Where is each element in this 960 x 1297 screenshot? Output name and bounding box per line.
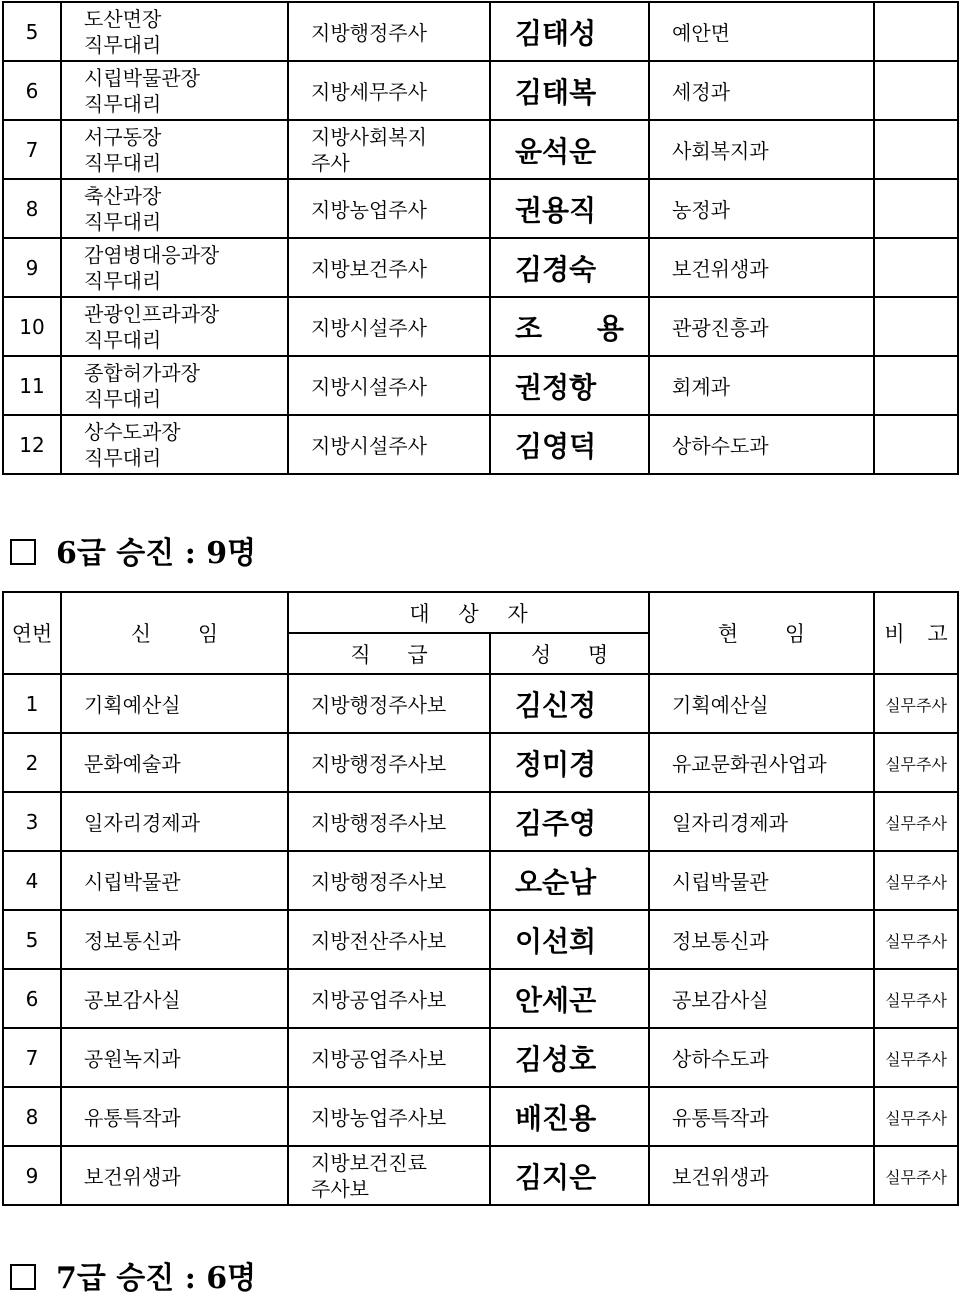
name-cell <box>490 792 649 851</box>
note-cell <box>874 910 958 969</box>
new-position-line: 직무대리 <box>84 445 162 470</box>
checkbox-square-icon <box>10 539 36 565</box>
new-position: 보건위생과 <box>84 1165 181 1189</box>
rank-cell <box>288 674 490 733</box>
new-position-line: 도산면장 <box>84 6 162 31</box>
current-position: 보건위생과 <box>672 257 769 281</box>
current-position-cell <box>649 120 874 179</box>
current-position-cell <box>649 1146 874 1205</box>
new-position: 공보감사실 <box>84 988 181 1012</box>
section-title: 7급 승진 : 6명 <box>56 1261 257 1296</box>
note-value: 실무주사 <box>885 1049 947 1069</box>
section-heading-6th-grade <box>10 528 256 572</box>
note-cell <box>874 1146 958 1205</box>
name-cell <box>490 1146 649 1205</box>
table-row <box>3 792 958 851</box>
current-position: 회계과 <box>672 375 730 399</box>
person-name: 안세곤 <box>515 983 597 1017</box>
note-value: 실무주사 <box>885 695 947 715</box>
new-position: 문화예술과 <box>84 752 181 776</box>
note-value: 실무주사 <box>885 872 947 892</box>
row-number-value: 8 <box>25 1104 39 1129</box>
note-cell <box>874 733 958 792</box>
rank-line: 지방공업주사보 <box>311 988 447 1012</box>
current-position: 시립박물관 <box>672 870 769 894</box>
row-number-value: 3 <box>25 809 39 834</box>
current-position-cell <box>649 238 874 297</box>
new-position: 유통특작과 <box>84 1106 181 1130</box>
current-position-cell <box>649 674 874 733</box>
rank-line: 지방전산주사보 <box>311 929 447 953</box>
table-row <box>3 733 958 792</box>
table-row <box>3 179 958 238</box>
note-cell <box>874 238 958 297</box>
table-body <box>3 2 958 474</box>
row-number <box>3 1028 61 1087</box>
rank-cell <box>288 238 490 297</box>
current-position: 예안면 <box>672 21 730 45</box>
rank-cell <box>288 61 490 120</box>
row-number-value: 1 <box>25 691 39 716</box>
new-position-line: 시립박물관장 <box>84 65 200 90</box>
new-position-line: 상수도과장 <box>84 419 181 444</box>
rank-cell <box>288 969 490 1028</box>
new-position-line: 직무대리 <box>84 386 162 411</box>
row-number-value: 12 <box>19 432 45 457</box>
header-no: 연번 <box>3 592 61 674</box>
note-cell <box>874 179 958 238</box>
person-name: 김주영 <box>515 806 597 840</box>
table-row <box>3 969 958 1028</box>
new-position-line: 직무대리 <box>84 150 162 175</box>
new-position-line: 감염병대응과장 <box>84 242 220 267</box>
row-number-value: 5 <box>25 19 39 44</box>
row-number-value: 7 <box>25 1045 39 1070</box>
row-number <box>3 61 61 120</box>
row-number <box>3 969 61 1028</box>
current-position-cell <box>649 910 874 969</box>
rank-line: 지방행정주사보 <box>311 870 447 894</box>
new-position-cell <box>61 415 288 474</box>
rank-line: 지방공업주사보 <box>311 1047 447 1071</box>
person-name: 오순남 <box>515 865 597 899</box>
name-cell <box>490 851 649 910</box>
current-position-cell <box>649 297 874 356</box>
row-number-value: 6 <box>25 986 39 1011</box>
new-position-cell <box>61 61 288 120</box>
note-cell <box>874 61 958 120</box>
note-cell <box>874 356 958 415</box>
new-position-line: 직무대리 <box>84 209 162 234</box>
new-position-line: 직무대리 <box>84 327 162 352</box>
promotion-table-6th-grade <box>2 591 959 1206</box>
row-number-value: 9 <box>25 1163 39 1188</box>
rank-line: 지방행정주사보 <box>311 811 447 835</box>
note-value: 실무주사 <box>885 1167 947 1187</box>
current-position-cell <box>649 851 874 910</box>
current-position: 상하수도과 <box>672 434 769 458</box>
person-name: 정미경 <box>515 747 597 781</box>
rank-cell <box>288 356 490 415</box>
header-current-position: 현 임 <box>649 592 874 674</box>
note-value: 실무주사 <box>885 1108 947 1128</box>
note-value: 실무주사 <box>885 754 947 774</box>
person-name: 김지은 <box>515 1160 597 1194</box>
name-cell <box>490 238 649 297</box>
current-position: 보건위생과 <box>672 1165 769 1189</box>
note-cell <box>874 2 958 61</box>
person-name: 김태성 <box>515 16 597 50</box>
row-number <box>3 179 61 238</box>
current-position-cell <box>649 733 874 792</box>
checkbox-square-icon <box>10 1264 36 1290</box>
name-cell <box>490 61 649 120</box>
row-number <box>3 792 61 851</box>
current-position: 사회복지과 <box>672 139 769 163</box>
rank-cell <box>288 1087 490 1146</box>
new-position: 정보통신과 <box>84 929 181 953</box>
new-position: 시립박물관 <box>84 870 181 894</box>
new-position-line: 관광인프라과장 <box>84 301 220 326</box>
row-number-value: 8 <box>25 196 39 221</box>
row-number-value: 2 <box>25 750 39 775</box>
rank-line: 지방보건주사 <box>311 257 427 281</box>
rank-line: 주사보 <box>311 1176 369 1201</box>
current-position: 기획예산실 <box>672 693 769 717</box>
section-title: 6급 승진 : 9명 <box>56 536 257 571</box>
new-position-line: 서구동장 <box>84 124 162 149</box>
rank-line: 지방보건진료 <box>311 1150 427 1175</box>
new-position-cell <box>61 2 288 61</box>
name-cell <box>490 969 649 1028</box>
rank-line: 지방시설주사 <box>311 375 427 399</box>
rank-line: 주사 <box>311 150 350 175</box>
rank-cell <box>288 2 490 61</box>
current-position-cell <box>649 969 874 1028</box>
note-cell <box>874 1028 958 1087</box>
table-row <box>3 1028 958 1087</box>
current-position-cell <box>649 2 874 61</box>
row-number-value: 4 <box>25 868 39 893</box>
note-cell <box>874 297 958 356</box>
person-name: 권용직 <box>515 193 597 227</box>
name-cell <box>490 1087 649 1146</box>
new-position: 일자리경제과 <box>84 811 200 835</box>
section-heading-7th-grade <box>10 1253 256 1297</box>
table-row <box>3 2 958 61</box>
person-name: 김영덕 <box>515 429 597 463</box>
rank-cell <box>288 297 490 356</box>
header-new-position: 신 임 <box>61 592 288 674</box>
name-cell <box>490 1028 649 1087</box>
rank-line: 지방시설주사 <box>311 316 427 340</box>
new-position-cell <box>61 910 288 969</box>
current-position-cell <box>649 415 874 474</box>
row-number <box>3 1087 61 1146</box>
note-value: 실무주사 <box>885 813 947 833</box>
new-position-line: 직무대리 <box>84 268 162 293</box>
table-row <box>3 61 958 120</box>
current-position: 일자리경제과 <box>672 811 788 835</box>
person-name: 권정항 <box>515 370 597 404</box>
row-number <box>3 674 61 733</box>
new-position-line: 축산과장 <box>84 183 162 208</box>
current-position: 농정과 <box>672 198 730 222</box>
row-number <box>3 733 61 792</box>
table-row <box>3 297 958 356</box>
note-cell <box>874 674 958 733</box>
note-value: 실무주사 <box>885 990 947 1010</box>
row-number <box>3 1146 61 1205</box>
row-number-value: 11 <box>19 373 45 398</box>
new-position-line: 종합허가과장 <box>84 360 200 385</box>
rank-line: 지방세무주사 <box>311 80 427 104</box>
name-cell <box>490 910 649 969</box>
rank-cell <box>288 415 490 474</box>
note-cell <box>874 851 958 910</box>
new-position-cell <box>61 969 288 1028</box>
rank-cell <box>288 1028 490 1087</box>
rank-cell <box>288 733 490 792</box>
person-name: 김태복 <box>515 75 597 109</box>
current-position-cell <box>649 792 874 851</box>
person-name: 김신정 <box>515 688 597 722</box>
row-number <box>3 851 61 910</box>
table-row <box>3 910 958 969</box>
table-row <box>3 120 958 179</box>
table-body <box>3 674 958 1205</box>
row-number <box>3 356 61 415</box>
new-position-cell <box>61 356 288 415</box>
table-row <box>3 1146 958 1205</box>
note-value: 실무주사 <box>885 931 947 951</box>
current-position-cell <box>649 1087 874 1146</box>
table-row <box>3 674 958 733</box>
current-position: 상하수도과 <box>672 1047 769 1071</box>
name-cell <box>490 733 649 792</box>
name-cell <box>490 120 649 179</box>
current-position: 정보통신과 <box>672 929 769 953</box>
header-name: 성 명 <box>490 633 649 674</box>
new-position-cell <box>61 1087 288 1146</box>
current-position: 유교문화권사업과 <box>672 752 827 776</box>
current-position: 공보감사실 <box>672 988 769 1012</box>
current-position-cell <box>649 356 874 415</box>
rank-line: 지방시설주사 <box>311 434 427 458</box>
new-position: 기획예산실 <box>84 693 181 717</box>
person-name: 김성호 <box>515 1042 597 1076</box>
header-target: 대 상 자 <box>288 592 649 633</box>
note-cell <box>874 969 958 1028</box>
row-number-value: 9 <box>25 255 39 280</box>
row-number-value: 7 <box>25 137 39 162</box>
header-note: 비 고 <box>874 592 958 674</box>
person-name: 윤석운 <box>515 134 597 168</box>
note-cell <box>874 1087 958 1146</box>
new-position-line: 직무대리 <box>84 32 162 57</box>
rank-cell <box>288 851 490 910</box>
rank-cell <box>288 1146 490 1205</box>
rank-line: 지방행정주사보 <box>311 693 447 717</box>
name-cell <box>490 2 649 61</box>
row-number <box>3 238 61 297</box>
note-cell <box>874 415 958 474</box>
row-number <box>3 910 61 969</box>
new-position-cell <box>61 1028 288 1087</box>
row-number-value: 6 <box>25 78 39 103</box>
new-position: 공원녹지과 <box>84 1047 181 1071</box>
rank-line: 지방농업주사보 <box>311 1106 447 1130</box>
promotion-table-5th-grade <box>2 1 959 475</box>
row-number <box>3 415 61 474</box>
note-cell <box>874 792 958 851</box>
rank-cell <box>288 910 490 969</box>
row-number <box>3 2 61 61</box>
current-position-cell <box>649 179 874 238</box>
row-number <box>3 120 61 179</box>
person-name: 김경숙 <box>515 252 597 286</box>
table-row <box>3 1087 958 1146</box>
current-position-cell <box>649 61 874 120</box>
rank-cell <box>288 179 490 238</box>
new-position-cell <box>61 1146 288 1205</box>
new-position-cell <box>61 851 288 910</box>
person-name: 이선희 <box>515 924 597 958</box>
row-number <box>3 297 61 356</box>
current-position: 관광진흥과 <box>672 316 769 340</box>
new-position-cell <box>61 733 288 792</box>
name-cell <box>490 674 649 733</box>
new-position-line: 직무대리 <box>84 91 162 116</box>
new-position-cell <box>61 792 288 851</box>
rank-line: 지방농업주사 <box>311 198 427 222</box>
table-row <box>3 415 958 474</box>
name-cell <box>490 356 649 415</box>
header-rank: 직 급 <box>288 633 490 674</box>
row-number-value: 5 <box>25 927 39 952</box>
new-position-cell <box>61 238 288 297</box>
rank-line: 지방행정주사보 <box>311 752 447 776</box>
new-position-cell <box>61 120 288 179</box>
name-cell <box>490 179 649 238</box>
rank-cell <box>288 792 490 851</box>
person-name: 조 용 <box>515 311 624 345</box>
name-cell <box>490 297 649 356</box>
rank-line: 지방행정주사 <box>311 21 427 45</box>
name-cell <box>490 415 649 474</box>
current-position: 유통특작과 <box>672 1106 769 1130</box>
current-position-cell <box>649 1028 874 1087</box>
person-name: 배진용 <box>515 1101 597 1135</box>
row-number-value: 10 <box>19 314 45 339</box>
new-position-cell <box>61 297 288 356</box>
table-row <box>3 238 958 297</box>
new-position-cell <box>61 179 288 238</box>
header-row <box>3 592 958 633</box>
table-row <box>3 851 958 910</box>
current-position: 세정과 <box>672 80 730 104</box>
new-position-cell <box>61 674 288 733</box>
note-cell <box>874 120 958 179</box>
table-row <box>3 356 958 415</box>
rank-line: 지방사회복지 <box>311 124 427 149</box>
rank-cell <box>288 120 490 179</box>
